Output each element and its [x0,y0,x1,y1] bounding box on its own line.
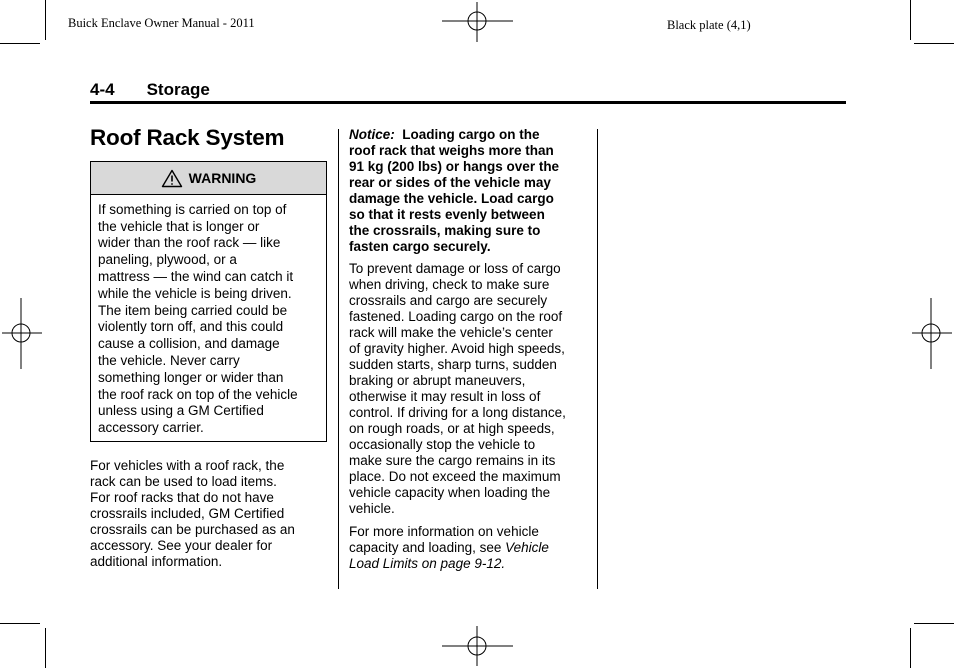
notice-line: fasten cargo securely. [349,239,491,254]
paragraph-line: place. Do not exceed the maximum [349,469,561,484]
warning-text-line: If something is carried on top of [98,202,287,217]
section-name: Storage [146,80,210,99]
notice-line: roof rack that weighs more than [349,143,554,158]
warning-text-line: mattress — the wind can catch it [98,269,294,284]
notice-line: rear or sides of the vehicle may [349,175,551,190]
warning-text-line: wider than the roof rack — like [98,235,281,250]
paragraph-line: make sure the cargo remains in its [349,453,556,468]
warning-triangle-icon [161,169,183,188]
vehicle-load-limits-link[interactable]: Vehicle [505,540,549,555]
registration-mark-right [910,296,954,371]
notice-line: so that it rests evenly between [349,207,545,222]
paragraph-line: rack can be used to load items. [90,474,277,489]
paragraph-line: braking or abrupt maneuvers, [349,373,526,388]
notice-first-line [349,127,540,142]
paragraph-text: capacity and loading, see [349,540,506,555]
vehicle-load-limits-link-cont[interactable]: Load Limits on page 9-12 [349,556,502,571]
paragraph-line [349,556,505,571]
warning-text-line: accessory carrier. [98,420,204,435]
warning-text-line: something longer or wider than [98,370,284,385]
paragraph-line: To prevent damage or loss of cargo [349,261,561,276]
column-divider [338,129,339,589]
plate-label: Black plate (4,1) [667,18,751,32]
paragraph-line: sudden starts, sharp turns, sudden [349,357,557,372]
registration-mark-left [0,296,44,371]
warning-text-line: The item being carried could be [98,303,288,318]
paragraph-line: occasionally stop the vehicle to [349,437,536,452]
registration-mark-bottom [440,624,515,668]
warning-text-line: while the vehicle is being driven. [98,286,292,301]
registration-mark-top [440,0,515,44]
paragraph-line: vehicle capacity when loading the [349,485,551,500]
sentence-end: . [501,556,506,571]
manual-title: Buick Enclave Owner Manual - 2011 [68,16,255,30]
paragraph-line: crossrails and cargo are securely [349,293,548,308]
paragraph-line: accessory. See your dealer for [90,538,273,553]
paragraph-line: For vehicles with a roof rack, the [90,458,285,473]
section-header [90,80,210,100]
paragraph-line: on rough roads, or at high speeds, [349,421,555,436]
paragraph-line: For more information on vehicle [349,524,539,539]
column-divider [597,129,598,589]
paragraph-line: crossrails can be purchased as an [90,522,295,537]
paragraph-line: crossrails included, GM Certified [90,506,285,521]
paragraph-line [349,540,549,555]
notice-text: Loading cargo on the [402,127,540,142]
notice-label: Notice: [349,127,395,142]
paragraph-line: of gravity higher. Avoid high speeds, [349,341,565,356]
warning-text-line: violently torn off, and this could [98,319,284,334]
warning-box [90,161,327,442]
paragraph-line: when driving, check to make sure [349,277,550,292]
notice-line: 91 kg (200 lbs) or hangs over the [349,159,560,174]
notice-line: damage the vehicle. Load cargo [349,191,554,206]
paragraph-line: additional information. [90,554,223,569]
paragraph-line: vehicle. [349,501,395,516]
warning-header [91,162,326,195]
section-number: 4-4 [90,80,115,99]
warning-text-line: the vehicle that is longer or [98,219,260,234]
notice-line: the crossrails, making sure to [349,223,541,238]
warning-text-line: cause a collision, and damage [98,336,280,351]
warning-label: WARNING [188,170,257,186]
section-rule [90,101,846,104]
paragraph-line: For roof racks that do not have [90,490,274,505]
page-title: Roof Rack System [90,125,285,150]
warning-text-line: the vehicle. Never carry [98,353,240,368]
paragraph-line: rack will make the vehicle’s center [349,325,553,340]
paragraph-line: fastened. Loading cargo on the roof [349,309,563,324]
paragraph-line: control. If driving for a long distance, [349,405,566,420]
paragraph-line: otherwise it may result in loss of [349,389,541,404]
warning-text-line: unless using a GM Certified [98,403,264,418]
warning-text-line: paneling, plywood, or a [98,252,237,267]
warning-text-line: the roof rack on top of the vehicle [98,387,298,402]
